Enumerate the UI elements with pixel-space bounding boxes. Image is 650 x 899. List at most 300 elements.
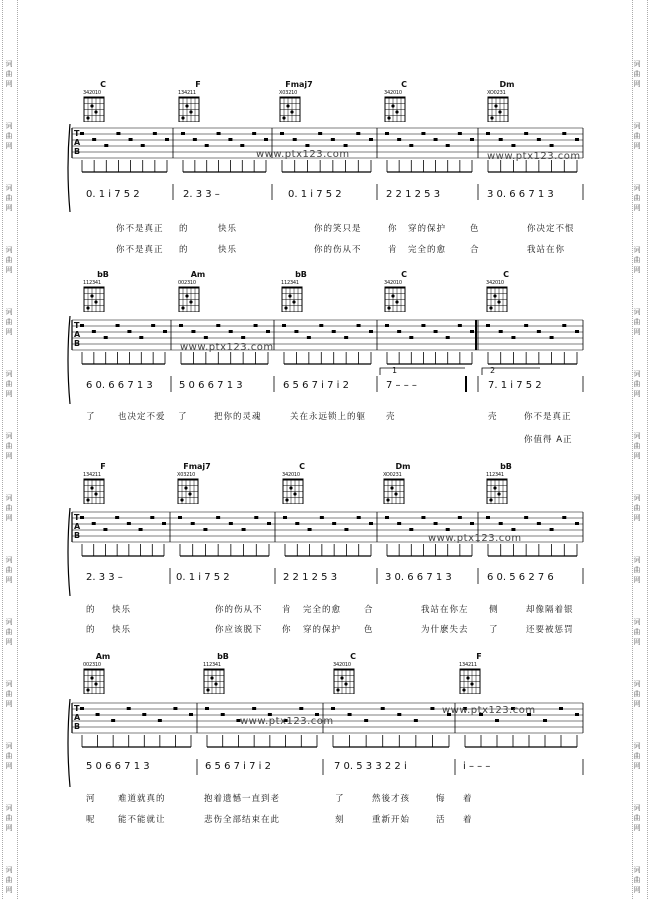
tab-note: [80, 132, 84, 135]
watermark-char: 网: [633, 514, 641, 522]
lyric: 我站在你: [527, 245, 566, 255]
watermark-char: 曲: [633, 194, 641, 202]
tab-note: [115, 516, 119, 519]
tab-note: [409, 144, 413, 147]
tab-note: [486, 516, 490, 519]
tab-note: [307, 336, 311, 339]
system-brace: [68, 124, 70, 212]
tab-note: [458, 516, 462, 519]
tab-note: [348, 713, 352, 716]
lyric: 色: [364, 625, 374, 635]
tab-note: [216, 324, 220, 327]
tab-note: [264, 138, 268, 141]
chord-name: F: [195, 80, 201, 89]
tab-note: [550, 528, 554, 531]
numbered-notation: 2 2 1 2 5 3: [386, 189, 441, 200]
tab-note: [575, 138, 579, 141]
watermark-char: 网: [633, 700, 641, 708]
chord-fingering: X03210: [177, 472, 196, 478]
lyric: 你决定不恨: [527, 224, 575, 234]
tab-note: [562, 324, 566, 327]
tab-note: [524, 516, 528, 519]
watermark-char: 网: [633, 762, 641, 770]
chord-grid: [83, 478, 105, 504]
chord-name: Am: [95, 652, 111, 661]
tab-note: [205, 707, 209, 710]
tab-note: [165, 138, 169, 141]
chord-grid: [384, 286, 406, 312]
tab-note: [543, 719, 547, 722]
tab-note: [308, 528, 312, 531]
tab-note: [357, 516, 361, 519]
chord-name: Dm: [499, 80, 515, 89]
tab-note: [228, 138, 232, 141]
numbered-notation: 2 2 1 2 5 3: [283, 572, 338, 583]
tab-note: [409, 528, 413, 531]
watermark-char: 词: [5, 308, 13, 316]
tab-note: [364, 719, 368, 722]
chord-fingering: 342010: [83, 90, 101, 96]
tab-note: [229, 522, 233, 525]
watermark-char: 曲: [5, 690, 13, 698]
lyric: 侧: [489, 605, 499, 615]
lyric: 你的伤从不: [215, 605, 263, 615]
tab-note: [397, 522, 401, 525]
lyric: 的: [179, 224, 189, 234]
numbered-notation: 5 0 6 6 7 1 3: [86, 761, 150, 772]
tab-label: T: [74, 513, 80, 522]
chord-name: bB: [500, 462, 512, 471]
tab-note: [414, 719, 418, 722]
tab-note: [252, 707, 256, 710]
lyric: 快乐: [218, 224, 238, 234]
numbered-notation: 0. 1 i 7 5 2: [288, 189, 342, 200]
watermark-char: 曲: [633, 380, 641, 388]
watermark-char: 曲: [5, 194, 13, 202]
tab-label: T: [74, 704, 80, 713]
tab-note: [205, 144, 209, 147]
watermark-char: 词: [633, 246, 641, 254]
lyric: 了: [86, 412, 96, 422]
tab-note: [204, 336, 208, 339]
tab-note: [434, 522, 438, 525]
tab-note: [344, 528, 348, 531]
tab-note: [381, 707, 385, 710]
tab-note: [141, 144, 145, 147]
watermark-char: 网: [633, 638, 641, 646]
tab-note: [221, 713, 225, 716]
lyric: 快乐: [112, 625, 132, 635]
chord-grid: [279, 96, 301, 122]
tab-note: [385, 324, 389, 327]
lyric: 也决定不爱: [118, 412, 166, 422]
tab-note: [332, 522, 336, 525]
watermark-char: 曲: [5, 814, 13, 822]
tab-note: [369, 330, 373, 333]
chord-name: Fmaj7: [285, 80, 313, 89]
chord-grid: [384, 96, 406, 122]
lyric: 了: [489, 625, 499, 635]
numbered-notation: 7 0. 5 3 3 2 2 i: [334, 761, 407, 772]
tab-note: [524, 324, 528, 327]
chord-name: Fmaj7: [183, 462, 211, 471]
chord-fingering: 112341: [486, 472, 504, 478]
chord-name: C: [401, 80, 407, 89]
chord-fingering: 112341: [83, 280, 101, 286]
tab-note: [409, 336, 413, 339]
tab-note: [267, 522, 271, 525]
tab-note: [241, 336, 245, 339]
tab-note: [397, 138, 401, 141]
tab-label: T: [74, 129, 80, 138]
watermark-char: 曲: [5, 442, 13, 450]
lyric: 了: [335, 794, 345, 804]
site-watermark: www.ptx123.com: [256, 149, 350, 160]
chord-name: C: [401, 270, 407, 279]
tab-note: [446, 336, 450, 339]
site-watermark: www.ptx123.com: [428, 533, 522, 544]
watermark-char: 曲: [633, 752, 641, 760]
tab-note: [470, 330, 474, 333]
chord-diagram: [177, 462, 217, 478]
site-watermark: www.ptx123.com: [240, 716, 334, 727]
lyric: 肯: [388, 245, 398, 255]
tab-note: [254, 516, 258, 519]
lyric: 肯: [282, 605, 292, 615]
tab-note: [153, 132, 157, 135]
tab-note: [421, 324, 425, 327]
tab-note: [163, 330, 167, 333]
watermark-char: 曲: [5, 628, 13, 636]
tab-note: [280, 132, 284, 135]
tab-note: [203, 528, 207, 531]
tab-note: [446, 528, 450, 531]
tab-note: [344, 336, 348, 339]
lyric: 呢: [86, 815, 96, 825]
lyric: 还要被惩罚: [526, 625, 574, 635]
lyric: 你应该脱下: [215, 625, 263, 635]
chord-fingering: 002310: [83, 662, 101, 668]
tab-note: [254, 324, 258, 327]
tab-note: [421, 132, 425, 135]
watermark-char: 网: [633, 576, 641, 584]
lyric: 刻: [335, 815, 345, 825]
watermark-char: 曲: [5, 132, 13, 140]
watermark-char: 网: [633, 204, 641, 212]
watermark-char: 网: [5, 80, 13, 88]
watermark-char: 词: [5, 370, 13, 378]
tab-note: [511, 528, 515, 531]
chord-fingering: 112341: [281, 280, 299, 286]
watermark-char: 词: [633, 184, 641, 192]
tab-note: [550, 336, 554, 339]
chord-fingering: XO0231: [487, 90, 506, 96]
watermark-char: 网: [5, 762, 13, 770]
tab-note: [470, 138, 474, 141]
tab-note: [151, 324, 155, 327]
tab-note: [139, 336, 143, 339]
chord-name: F: [100, 462, 106, 471]
watermark-char: 曲: [5, 70, 13, 78]
chord-diagram: [279, 80, 319, 96]
chord-diagram: [178, 80, 218, 96]
numbered-notation: 6 5 6 7 i 7 i 2: [283, 380, 349, 391]
tab-note: [229, 330, 233, 333]
chord-diagram: [203, 652, 243, 668]
lyric: 把你的灵魂: [214, 412, 262, 422]
system-brace: [68, 316, 70, 404]
watermark-char: 词: [633, 742, 641, 750]
chord-diagram: [487, 80, 527, 96]
tab-note: [344, 144, 348, 147]
lyric: 你不是真正: [116, 224, 164, 234]
watermark-char: 曲: [633, 442, 641, 450]
watermark-char: 网: [5, 328, 13, 336]
chord-grid: [333, 668, 355, 694]
watermark-char: 曲: [5, 318, 13, 326]
chord-grid: [281, 286, 303, 312]
tab-label: B: [74, 722, 81, 731]
chord-name: C: [299, 462, 305, 471]
chord-fingering: 134211: [459, 662, 477, 668]
lyric: 活: [436, 815, 446, 825]
numbered-notation: 2. 3 3 –: [86, 572, 123, 583]
tab-note: [397, 330, 401, 333]
watermark-char: 网: [633, 328, 641, 336]
chord-grid: [459, 668, 481, 694]
tab-note: [294, 330, 298, 333]
watermark-char: 词: [5, 742, 13, 750]
tab-label: A: [74, 138, 81, 147]
lyric: 你的伤从不: [314, 245, 362, 255]
watermark-char: 网: [5, 514, 13, 522]
chord-diagram: [282, 462, 322, 478]
watermark-char: 词: [633, 122, 641, 130]
tab-note: [499, 330, 503, 333]
chord-grid: [83, 286, 105, 312]
chord-grid: [487, 96, 509, 122]
watermark-char: 词: [5, 494, 13, 502]
chord-fingering: XO0231: [383, 472, 402, 478]
tab-note: [80, 516, 84, 519]
watermark-char: 曲: [633, 566, 641, 574]
chord-fingering: 342010: [486, 280, 504, 286]
chord-name: F: [476, 652, 482, 661]
watermark-char: 网: [633, 142, 641, 150]
watermark-char: 曲: [5, 380, 13, 388]
tab-note: [181, 132, 185, 135]
lyric: 色: [470, 224, 480, 234]
numbered-notation: 5 0 6 6 7 1 3: [179, 380, 243, 391]
watermark-char: 词: [5, 246, 13, 254]
watermark-char: 词: [633, 866, 641, 874]
watermark-char: 网: [633, 452, 641, 460]
tab-note: [486, 324, 490, 327]
tab-note: [139, 528, 143, 531]
lyric: 重新开始: [372, 815, 411, 825]
watermark-char: 网: [633, 886, 641, 894]
tab-note: [495, 719, 499, 722]
watermark-char: 词: [633, 680, 641, 688]
watermark-char: 网: [5, 638, 13, 646]
chord-grid: [178, 96, 200, 122]
tab-note: [193, 138, 197, 141]
tab-note: [575, 330, 579, 333]
watermark-char: 词: [5, 618, 13, 626]
chord-diagram: [178, 270, 218, 286]
tab-note: [499, 138, 503, 141]
chord-fingering: 342010: [384, 280, 402, 286]
watermark-char: 曲: [5, 504, 13, 512]
lyric: 完全的愈: [303, 605, 342, 615]
watermark-char: 曲: [633, 814, 641, 822]
chord-fingering: 342010: [282, 472, 300, 478]
lyric: 你不是真正: [524, 412, 572, 422]
tab-note: [283, 516, 287, 519]
tab-note: [537, 522, 541, 525]
lyric: 你值得 A正: [524, 435, 573, 445]
watermark-char: 网: [5, 576, 13, 584]
tab-note: [116, 324, 120, 327]
lyric: 穿的保护: [408, 224, 447, 234]
tab-note: [537, 138, 541, 141]
lyric: 合: [364, 605, 374, 615]
chord-diagram: [83, 270, 123, 286]
lyric: 完全的愈: [408, 245, 447, 255]
tab-note: [550, 144, 554, 147]
tab-note: [421, 516, 425, 519]
numbered-notation: 7 – – –: [386, 380, 417, 391]
tab-note: [216, 516, 220, 519]
tab-note: [575, 713, 579, 716]
chord-diagram: [333, 652, 373, 668]
tab-note: [397, 713, 401, 716]
chord-grid: [83, 668, 105, 694]
system-brace: [68, 508, 70, 596]
lyric: 河: [86, 794, 96, 804]
tab-note: [158, 719, 162, 722]
numbered-notation: 6 5 6 7 i 7 i 2: [205, 761, 271, 772]
lyric: 为什麽失去: [421, 625, 469, 635]
watermark-char: 曲: [5, 752, 13, 760]
site-watermark: www.ptx123.com: [487, 151, 581, 162]
chord-diagram: [459, 652, 499, 668]
tab-note: [92, 522, 96, 525]
watermark-char: 词: [5, 680, 13, 688]
tab-note: [252, 132, 256, 135]
tab-note: [127, 522, 131, 525]
lyric: 壳: [386, 412, 396, 422]
tab-note: [446, 144, 450, 147]
lyric: 合: [470, 245, 480, 255]
system-brace: [68, 699, 70, 787]
chord-fingering: 342010: [333, 662, 351, 668]
tab-note: [434, 138, 438, 141]
tab-note: [104, 144, 108, 147]
tab-note: [562, 516, 566, 519]
lyric: 你不是真正: [116, 245, 164, 255]
tab-note: [575, 522, 579, 525]
tab-note: [320, 516, 324, 519]
watermark-char: 曲: [633, 132, 641, 140]
chord-fingering: 342010: [384, 90, 402, 96]
watermark-char: 曲: [633, 876, 641, 884]
lyric: 的: [86, 625, 96, 635]
tab-label: A: [74, 713, 81, 722]
watermark-char: 词: [5, 184, 13, 192]
chord-name: C: [503, 270, 509, 279]
tab-note: [92, 138, 96, 141]
tab-note: [318, 132, 322, 135]
numbered-notation: 2. 3 3 –: [183, 189, 220, 200]
lyric: 关在永远锁上的躯: [290, 412, 367, 422]
tab-label: T: [74, 321, 80, 330]
tab-note: [511, 336, 515, 339]
watermark-char: 曲: [633, 70, 641, 78]
tab-note: [116, 132, 120, 135]
watermark-char: 曲: [5, 256, 13, 264]
lyric: 的: [86, 605, 96, 615]
lyric: 抱着遗憾一直到老: [204, 794, 281, 804]
tab-note: [319, 324, 323, 327]
watermark-char: 词: [5, 60, 13, 68]
chord-name: C: [100, 80, 106, 89]
tab-note: [173, 707, 177, 710]
tab-note: [217, 132, 221, 135]
tab-note: [458, 132, 462, 135]
tab-note: [80, 324, 84, 327]
chord-name: Dm: [395, 462, 411, 471]
tab-note: [470, 522, 474, 525]
tab-note: [293, 138, 297, 141]
tab-label: A: [74, 330, 81, 339]
tab-note: [92, 330, 96, 333]
watermark-char: 网: [5, 266, 13, 274]
tab-note: [458, 324, 462, 327]
tab-note: [357, 324, 361, 327]
tab-note: [80, 707, 84, 710]
lyric: 我站在你左: [421, 605, 469, 615]
watermark-char: 网: [5, 390, 13, 398]
chord-grid: [486, 478, 508, 504]
chord-diagram: [486, 270, 526, 286]
volta-2-number: 2: [490, 366, 496, 375]
tab-note: [150, 516, 154, 519]
chord-name: C: [350, 652, 356, 661]
tab-note: [242, 528, 246, 531]
site-watermark: www.ptx123.com: [180, 342, 274, 353]
watermark-char: 词: [633, 556, 641, 564]
tab-note: [434, 330, 438, 333]
chord-diagram: [83, 80, 123, 96]
chord-fingering: 002310: [178, 280, 196, 286]
chord-grid: [203, 668, 225, 694]
chord-grid: [178, 286, 200, 312]
lyric: 快乐: [112, 605, 132, 615]
tab-note: [486, 132, 490, 135]
watermark-char: 网: [5, 452, 13, 460]
tab-note: [295, 522, 299, 525]
tab-note: [332, 330, 336, 333]
watermark-char: 网: [5, 886, 13, 894]
numbered-notation: 0. 1 i 7 5 2: [176, 572, 230, 583]
numbered-notation: 6 0. 5 6 2 7 6: [487, 572, 554, 583]
lyric: 悔: [436, 794, 446, 804]
tab-note: [96, 713, 100, 716]
tab-note: [299, 707, 303, 710]
lyric: 着: [463, 815, 473, 825]
watermark-char: 网: [5, 700, 13, 708]
